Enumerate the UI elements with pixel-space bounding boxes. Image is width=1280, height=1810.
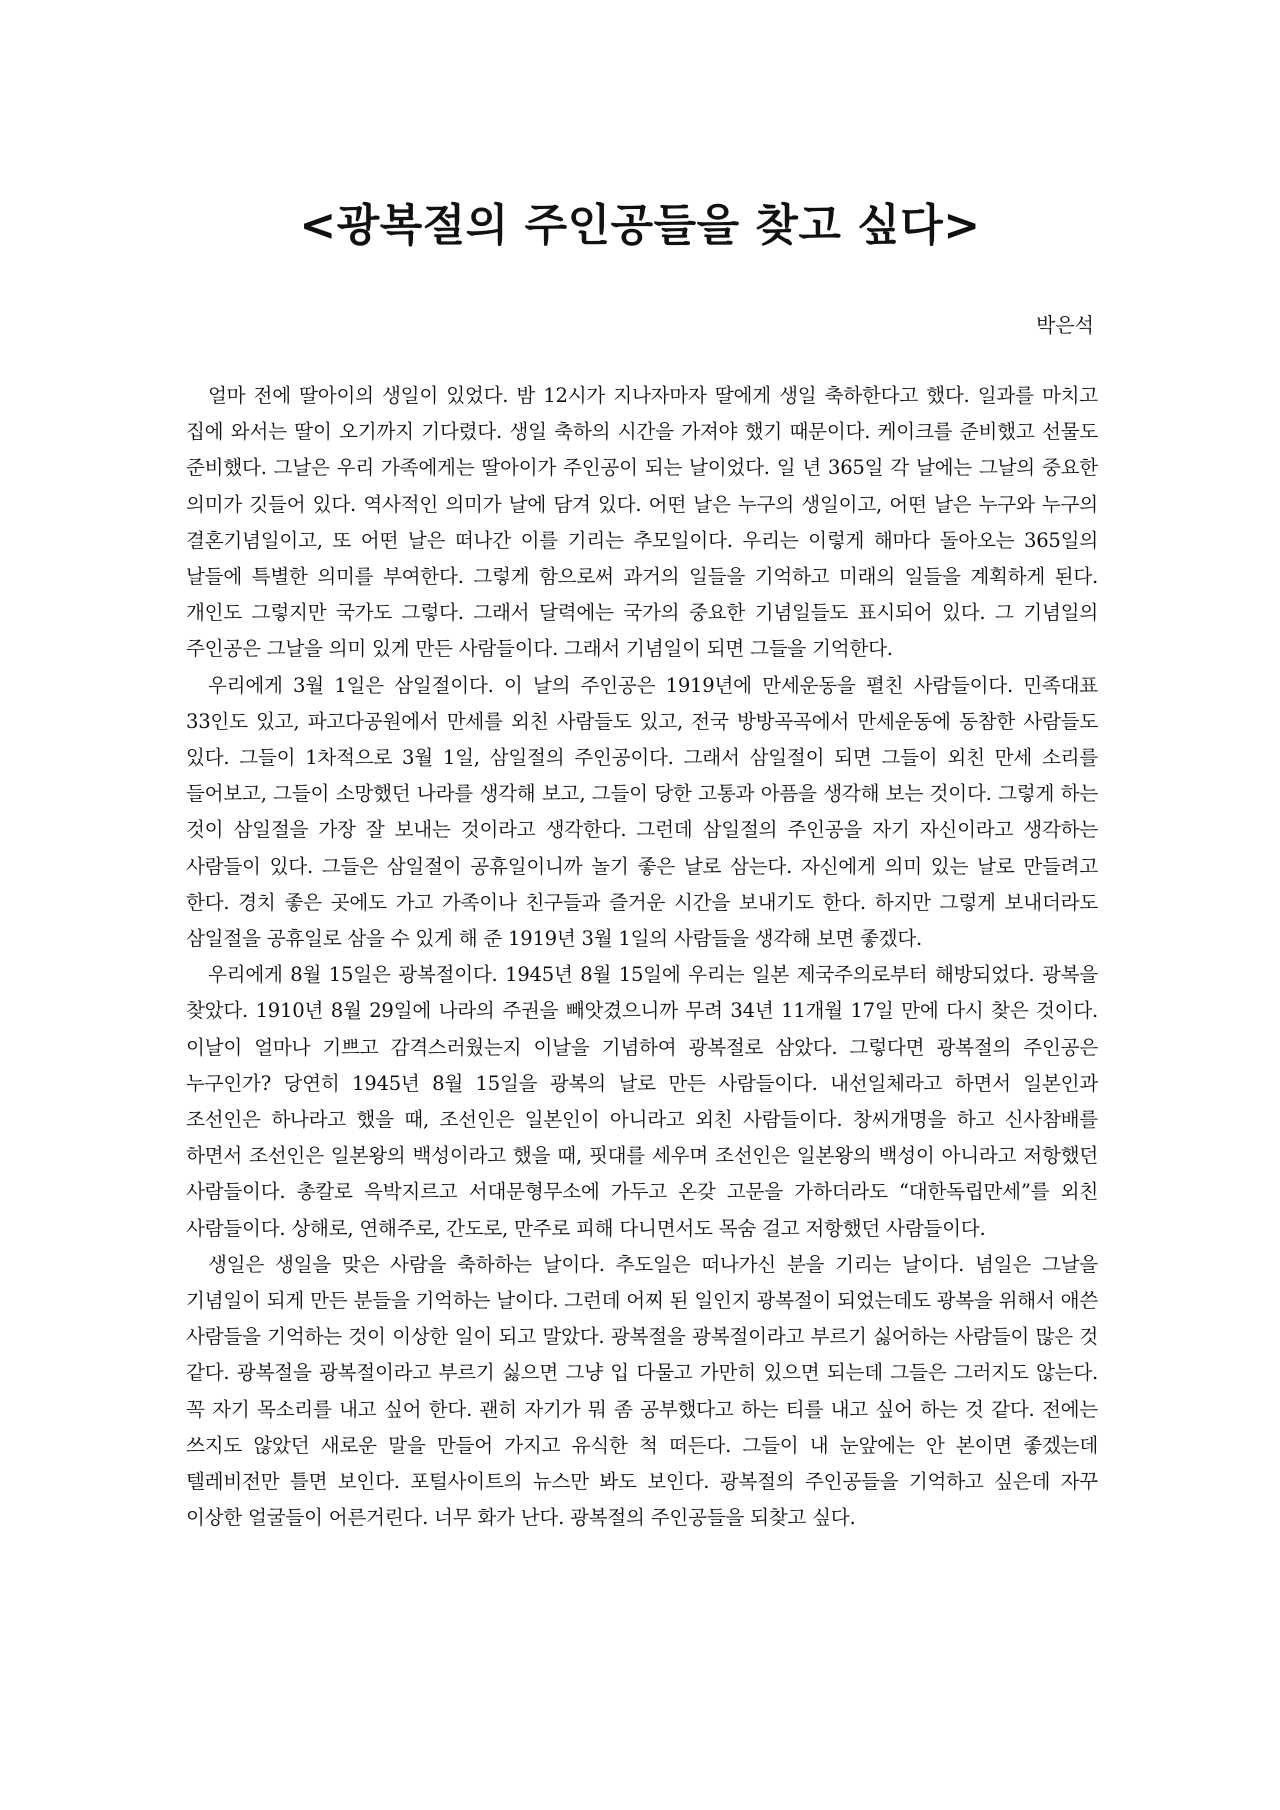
document-body <box>186 378 1098 1537</box>
paragraph-2: 우리에게 3월 1일은 삼일절이다. 이 날의 주인공은 1919년에 만세운동을 펼친 사람들이다. 민족대표 33인도 있고, 파고다공원에서 만세를 외친 사람들도 있고, 전국 방방곡곡에서 만세운동에 동참한 사람들도 있다. 그들이 1차적으로 3월 1일, 삼일절의 주인공이다. 그래서 삼일절이 되면 그들이 외친 만세 소리를 들어보고, 그들이 소망했던 나라를 생각해 보고, 그들이 당한 고통과 아픔을 생각해 보는 것이다. 그렇게 하는 것이 삼일절을 가장 잘 보내는 것이라고 생각한다. 그런데 삼일절의 주인공을 자기 자신이라고 생각하는 사람들이 있다. 그들은 삼일절이 공휴일이니까 놀기 좋은 날로 삼는다. 자신에게 의미 있는 날로 만들려고 한다. 경치 좋은 곳에도 가고 가족이나 친구들과 즐거운 시간을 보내기도 한다. 하지만 그렇게 보내더라도 삼일절을 공휴일로 삼을 수 있게 해 준 1919년 3월 1일의 사람들을 생각해 보면 좋겠다. <box>186 673 1098 951</box>
document-title: <광복절의 주인공들을 찾고 싶다> <box>299 200 981 251</box>
paragraph-1: 얼마 전에 딸아이의 생일이 있었다. 밤 12시가 지나자마자 딸에게 생일 축하한다고 했다. 일과를 마치고 집에 와서는 딸이 오기까지 기다렸다. 생일 축하의 시간을 가져야 했기 때문이다. 케이크를 준비했고 선물도 준비했다. 그날은 우리 가족에게는 딸아이가 주인공이 되는 날이었다. 일 년 365일 각 날에는 그날의 중요한 의미가 깃들어 있다. 역사적인 의미가 날에 담겨 있다. 어떤 날은 누구의 생일이고, 어떤 날은 누구와 누구의 결혼기념일이고, 또 어떤 날은 떠나간 이를 기리는 추모일이다. 우리는 이렇게 해마다 돌아오는 365일의 날들에 특별한 의미를 부여한다. 그렇게 함으로써 과거의 일들을 기억하고 미래의 일들을 계획하게 된다. 개인도 그렇지만 국가도 그렇다. 그래서 달력에는 국가의 중요한 기념일들도 표시되어 있다. 그 기념일의 주인공은 그날을 의미 있게 만든 사람들이다. 그래서 기념일이 되면 그들을 기억한다. <box>186 384 1098 661</box>
paragraph-3: 우리에게 8월 15일은 광복절이다. 1945년 8월 15일에 우리는 일본 제국주의로부터 해방되었다. 광복을 찾았다. 1910년 8월 29일에 나라의 주권을 빼앗겼으니까 무려 34년 11개월 17일 만에 다시 찾은 것이다. 이날이 얼마나 기쁘고 감격스러웠는지 이날을 기념하여 광복절로 삼았다. 그렇다면 광복절의 주인공은 누구인가? 당연히 1945년 8월 15일을 광복의 날로 만든 사람들이다. 내선일체라고 하면서 일본인과 조선인은 하나라고 했을 때, 조선인은 일본인이 아니라고 외친 사람들이다. 창씨개명을 하고 신사참배를 하면서 조선인은 일본왕의 백성이라고 했을 때, 핏대를 세우며 조선인은 일본왕의 백성이 아니라고 저항했던 사람들이다. 총칼로 윽박지르고 서대문형무소에 가두고 온갖 고문을 가하더라도 “대한독립만세”를 외친 사람들이다. 상해로, 연해주로, 간도로, 만주로 피해 다니면서도 목숨 걸고 저항했던 사람들이다. <box>186 963 1098 1240</box>
author-name: 박은석 <box>1036 313 1094 337</box>
paragraph-4: 생일은 생일을 맞은 사람을 축하하는 날이다. 추도일은 떠나가신 분을 기리는 날이다. 념일은 그날을 기념일이 되게 만든 분들을 기억하는 날이다. 그런데 어찌 된 일인지 광복절이 되었는데도 광복을 위해서 애쓴 사람들을 기억하는 것이 이상한 일이 되고 말았다. 광복절을 광복절이라고 부르기 싫어하는 사람들이 많은 것 같다. 광복절을 광복절이라고 부르기 싫으면 그냥 입 다물고 가만히 있으면 되는데 그들은 그러지도 않는다. 꼭 자기 목소리를 내고 싶어 한다. 괜히 자기가 뭐 좀 공부했다고 하는 티를 내고 싶어 하는 것 같다. 전에는 쓰지도 않았던 새로운 말을 만들어 가지고 유식한 척 떠든다. 그들이 내 눈앞에는 안 본이면 좋겠는데 텔레비전만 틀면 보인다. 포털사이트의 뉴스만 봐도 보인다. 광복절의 주인공들을 기억하고 싶은데 자꾸 이상한 얼굴들이 어른거린다. 너무 화가 난다. 광복절의 주인공들을 되찾고 싶다. <box>186 1252 1098 1530</box>
